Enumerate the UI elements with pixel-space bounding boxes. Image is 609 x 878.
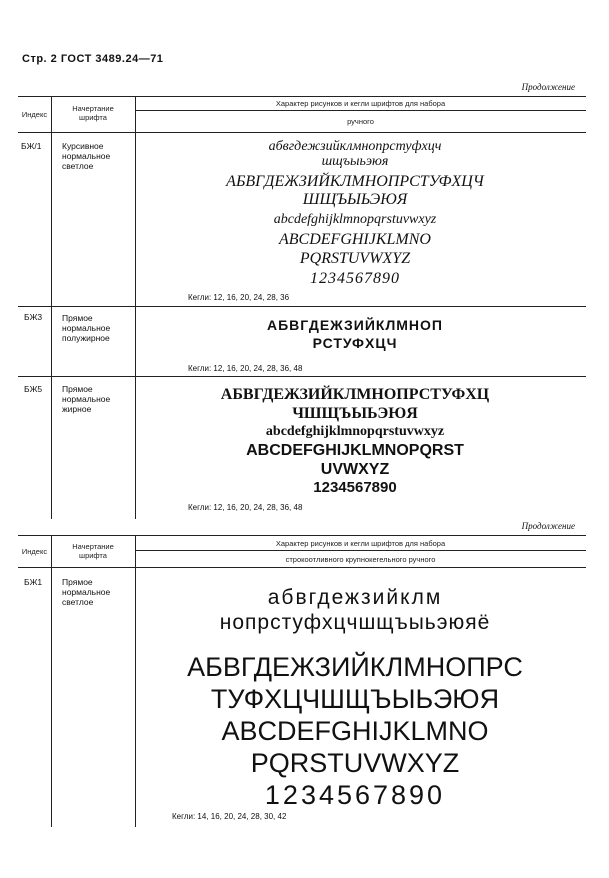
table1-col-char-sub: ручного (347, 117, 374, 126)
table1-header-mid-rule (135, 110, 586, 111)
sample-line: abcdefghijklmnopqrstuvwxyz (265, 424, 445, 439)
table1-header-bottom-rule (18, 132, 586, 133)
sample-line: PQRSTUVWXYZ (299, 250, 411, 267)
sample-line: ТУФХЦЧШЩЪЫЬЭЮЯ (210, 684, 500, 714)
continued-label-1: Продолжение (521, 82, 575, 92)
table2-col-style: Начертание шрифта (72, 542, 114, 560)
sample-line: абвгдежзийклм (267, 586, 443, 609)
table2-col-index: Индекс (21, 547, 48, 556)
kegli-label: Кегли: 12, 16, 20, 24, 28, 36 (188, 293, 290, 302)
sample-line: 1234567890 (313, 479, 397, 496)
sample-line: ABCDEFGHIJKLMNO (221, 716, 489, 746)
sample-line: абвгдежзийклмнопрстуфхцч (268, 139, 442, 154)
table1-col-divider-1 (51, 96, 52, 519)
table1-col-char: Характер рисунков и кегли шрифтов для набора (275, 99, 446, 108)
kegli-label: Кегли: 12, 16, 20, 24, 28, 36, 48 (188, 503, 303, 512)
row-index: БЖ5 (24, 384, 43, 394)
page-header: Стр. 2 ГОСТ 3489.24—71 (22, 53, 164, 65)
row-style-name: Прямое нормальное светлое (62, 577, 111, 608)
kegli-label: Кегли: 12, 16, 20, 24, 28, 36, 48 (188, 364, 303, 373)
continued-label-2: Продолжение (521, 521, 575, 531)
table2-col-char: Характер рисунков и кегли шрифтов для набора (275, 539, 446, 548)
sample-line: 1234567890 (264, 780, 446, 810)
sample-line: нопрстуфхцчшщъыьэюяё (219, 611, 491, 634)
sample-line: АБВГДЕЖЗИЙКЛМНОП (267, 317, 443, 333)
sample-line: шщъыьэюя (321, 154, 389, 169)
table1-col-index: Индекс (21, 110, 48, 119)
table1-row-rule (18, 376, 586, 377)
sample-line: 1234567890 (310, 270, 400, 287)
kegli-label: Кегли: 14, 16, 20, 24, 28, 30, 42 (172, 812, 287, 821)
sample-line: abcdefghijklmnopqrstuvwxyz (273, 212, 437, 227)
sample-line: ШЩЪЫЬЭЮЯ (302, 191, 408, 208)
sample-line: ABCDEFGHIJKLMNO (279, 231, 431, 248)
row-index: БЖ3 (24, 312, 43, 322)
sample-line: РСТУФХЦЧ (312, 335, 398, 351)
sample-line: ABCDEFGHIJKLMNOPQRST (246, 442, 464, 459)
row-style-name: Прямое нормальное полужирное (62, 313, 111, 344)
sample-line: АБВГДЕЖЗИЙКЛМНОПРСТУФХЦЧ (226, 173, 484, 190)
table1-row-rule (18, 306, 586, 307)
table2-top-rule (18, 535, 586, 536)
row-style-name: Прямое нормальное жирное (62, 384, 111, 415)
table2-col-divider-1 (51, 535, 52, 827)
row-index: БЖ1 (24, 577, 43, 587)
table2-col-char-sub: строкоотливного крупнокегельного ручного (285, 555, 436, 564)
table2-header-bottom-rule (18, 567, 586, 568)
row-index: БЖ/1 (21, 141, 42, 151)
sample-line: ЧШЩЪЫЬЭЮЯ (292, 405, 418, 422)
sample-line: PQRSTUVWXYZ (250, 748, 460, 778)
table1-top-rule (18, 96, 586, 97)
sample-line: АБВГДЕЖЗИЙКЛМНОПРСТУФХЦ (220, 386, 490, 403)
sample-line: UVWXYZ (320, 461, 390, 478)
table1-col-style: Начертание шрифта (72, 104, 114, 122)
sample-line: АБВГДЕЖЗИЙКЛМНОПРС (187, 652, 523, 682)
row-style-name: Курсивное нормальное светлое (62, 141, 111, 172)
table2-header-mid-rule (135, 550, 586, 551)
